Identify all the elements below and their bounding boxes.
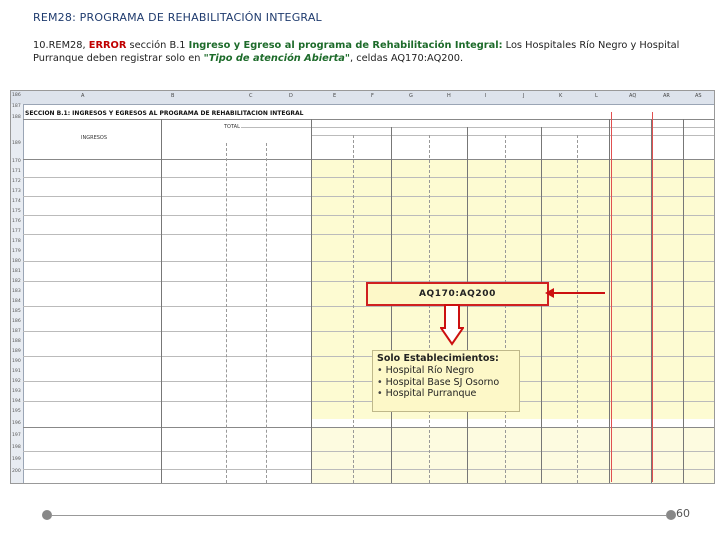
- row-number: 181: [12, 269, 21, 274]
- row-number: 180: [12, 259, 21, 264]
- column-header-bar: [11, 91, 714, 105]
- info-heading: Solo Establecimientos:: [377, 353, 499, 364]
- col-letter: AQ: [629, 93, 637, 99]
- info-list: [377, 365, 515, 400]
- row-number: 200: [12, 469, 21, 474]
- footer-dot-left: [42, 510, 52, 520]
- row-number: 182: [12, 279, 21, 284]
- row-number: 193: [12, 389, 21, 394]
- row-number: 197: [12, 433, 21, 438]
- row-number: 192: [12, 379, 21, 384]
- row-number: 190: [12, 359, 21, 364]
- row-number: 196: [12, 421, 21, 426]
- row-number: 189: [12, 141, 21, 146]
- row-number: 188: [12, 339, 21, 344]
- section-title: SECCION B.1: INGRESOS Y EGRESOS AL PROGRAMA DE REHABILITACION INTEGRAL: [25, 110, 304, 117]
- col-letter: A: [81, 93, 85, 99]
- desc-error: ERROR: [88, 40, 127, 51]
- col-letter: G: [409, 93, 413, 99]
- row-number: 188: [12, 115, 21, 120]
- col-letter: I: [485, 93, 487, 99]
- total-label: TOTAL: [224, 124, 240, 130]
- row-number: 174: [12, 199, 21, 204]
- range-label-box: AQ170:AQ200: [366, 282, 549, 306]
- row-number: 177: [12, 229, 21, 234]
- row-number: 186: [12, 93, 21, 98]
- down-arrow-icon: [440, 304, 464, 346]
- desc-tail: , celdas AQ170:AQ200.: [350, 53, 464, 64]
- row-number: 183: [12, 289, 21, 294]
- row-number: 170: [12, 159, 21, 164]
- row-number: 173: [12, 189, 21, 194]
- col-letter: H: [447, 93, 451, 99]
- col-letter: K: [559, 93, 563, 99]
- row-number: 184: [12, 299, 21, 304]
- desc-number: 10.REM28,: [33, 40, 86, 51]
- footer-divider: [52, 515, 666, 516]
- left-arrow-shaft: [553, 292, 605, 294]
- row-number: 195: [12, 409, 21, 414]
- slide-title: REM28: PROGRAMA DE REHABILITACIÓN INTEGRAL: [33, 11, 322, 24]
- row-number: 175: [12, 209, 21, 214]
- slide-description: [33, 39, 713, 65]
- list-item: • Hospital Río Negro: [377, 365, 515, 377]
- left-arrow-icon: [545, 288, 554, 298]
- desc-section: sección B.1: [129, 40, 186, 51]
- row-number: 178: [12, 239, 21, 244]
- col-letter: L: [595, 93, 598, 99]
- list-item: • Hospital Base SJ Osorno: [377, 377, 515, 389]
- row-number: 199: [12, 457, 21, 462]
- footer-dot-right: [666, 510, 676, 520]
- col-letter: C: [249, 93, 253, 99]
- highlighted-column-aq: [611, 112, 653, 482]
- col-letter: AR: [663, 93, 670, 99]
- desc-after: Los Hospitales Río Negro y Hospital Purranque deben registrar solo en: [33, 40, 680, 64]
- row-number: 179: [12, 249, 21, 254]
- ingresos-label: INGRESOS: [81, 135, 108, 141]
- desc-quote: "Tipo de atención Abierta": [203, 53, 351, 64]
- row-number: 187: [12, 329, 21, 334]
- row-number: 186: [12, 319, 21, 324]
- list-item: • Hospital Purranque: [377, 388, 515, 400]
- col-letter: D: [289, 93, 293, 99]
- row-number: 172: [12, 179, 21, 184]
- spreadsheet-screenshot: [10, 90, 715, 484]
- info-box: [372, 350, 520, 412]
- row-number: 185: [12, 309, 21, 314]
- row-number: 171: [12, 169, 21, 174]
- row-number: 189: [12, 349, 21, 354]
- col-letter: AS: [695, 93, 702, 99]
- col-letter: J: [523, 93, 525, 99]
- row-number: 176: [12, 219, 21, 224]
- row-number: 198: [12, 445, 21, 450]
- row-number: 187: [12, 104, 21, 109]
- col-letter: F: [371, 93, 374, 99]
- row-number: 194: [12, 399, 21, 404]
- row-number: 191: [12, 369, 21, 374]
- col-letter: E: [333, 93, 337, 99]
- col-letter: B: [171, 93, 175, 99]
- page-number: 60: [676, 507, 690, 520]
- cell-fill-area: [311, 427, 714, 483]
- desc-highlight: Ingreso y Egreso al programa de Rehabilitación Integral:: [188, 40, 503, 51]
